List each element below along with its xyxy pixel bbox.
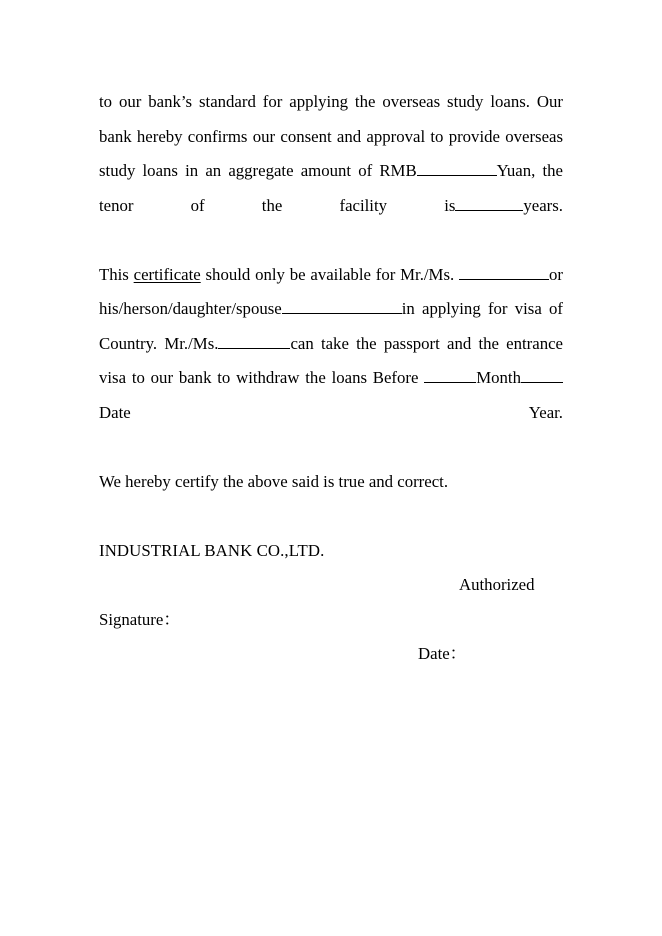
blank-applicant-name[interactable] bbox=[459, 263, 549, 279]
paragraph-loan-amount-text-1: to our bank’s standard for applying the overseas study loans. Our bank hereby confirms our consent and approval to provide overseas study loans in an aggregate amount of RMB bbox=[99, 92, 563, 180]
authorized-label: Authorized bbox=[459, 575, 535, 594]
blank-passport-holder-name[interactable] bbox=[218, 332, 290, 348]
paragraph-loan-amount-text-3: years. bbox=[523, 195, 563, 215]
signature-label[interactable]: Signature： bbox=[99, 609, 181, 629]
authorized-signature-line bbox=[99, 568, 563, 637]
paragraph-certificate-text-3: or his/herson/daughter/spouse bbox=[99, 264, 563, 318]
paragraph-certificate-text-5: can take the passport and the entrance visa to our bank to withdraw the loans Before bbox=[99, 333, 564, 387]
paragraph-certificate-text-6: Month bbox=[476, 368, 521, 387]
spacer-before-signature bbox=[99, 499, 563, 534]
blank-tenor-years[interactable] bbox=[455, 194, 523, 210]
paragraph-certificate-usage bbox=[99, 258, 563, 465]
paragraph-certify-statement: We hereby certify the above said is true and correct. bbox=[99, 471, 449, 491]
paragraph-certificate-text-7: Date Year. bbox=[99, 402, 563, 422]
certificate-keyword: certificate bbox=[133, 264, 201, 284]
paragraph-loan-amount bbox=[99, 85, 563, 258]
blank-before-month[interactable] bbox=[424, 367, 476, 383]
paragraph-certificate-text-1: This bbox=[99, 264, 134, 284]
blank-rmb-amount[interactable] bbox=[417, 160, 497, 176]
blank-relation-name[interactable] bbox=[282, 298, 402, 314]
document-body bbox=[99, 85, 563, 672]
paragraph-loan-amount-text-2: Yuan, the tenor of the facility is bbox=[99, 161, 563, 215]
date-label[interactable]: Date： bbox=[418, 644, 467, 663]
company-name: INDUSTRIAL BANK CO.,LTD. bbox=[99, 540, 325, 560]
date-line bbox=[99, 637, 563, 672]
paragraph-certificate-text-4: in applying for visa of Country. Mr./Ms. bbox=[99, 299, 563, 353]
blank-before-date[interactable] bbox=[521, 367, 563, 383]
paragraph-certificate-text-2: should only be available for Mr./Ms. bbox=[200, 264, 459, 284]
